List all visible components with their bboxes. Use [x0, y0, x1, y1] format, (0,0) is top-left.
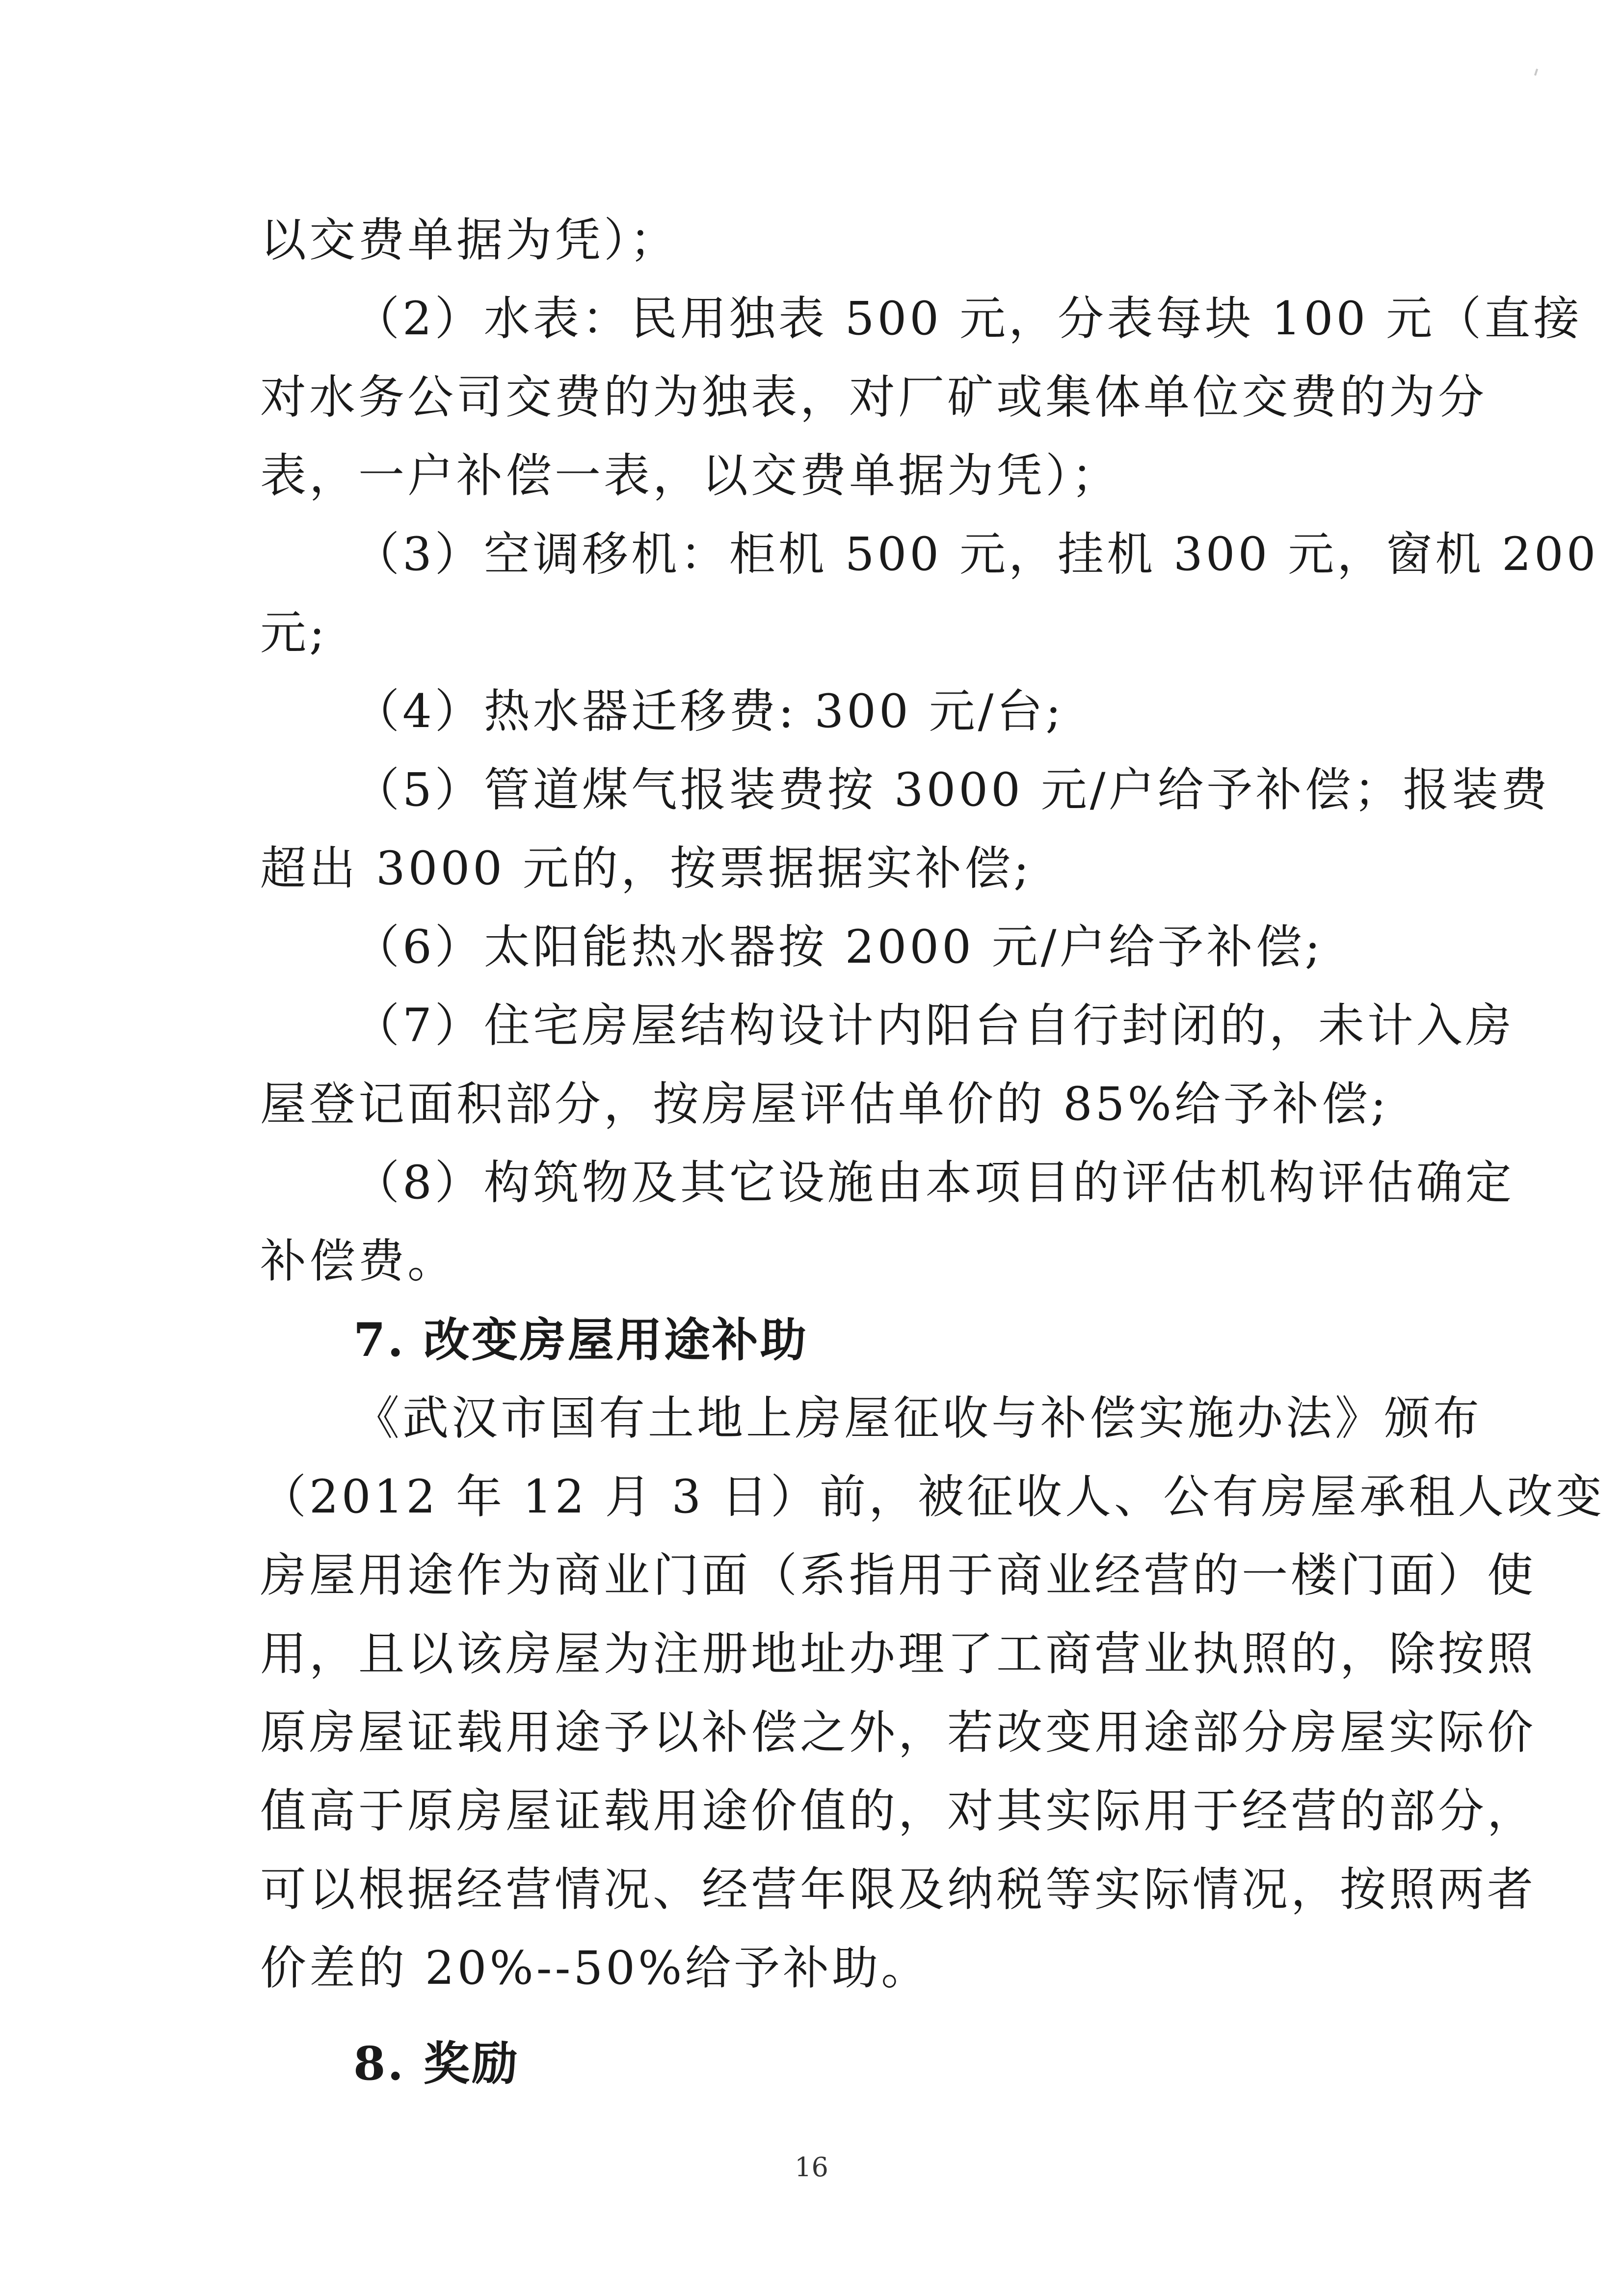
text-line: 以交费单据为凭）； [260, 214, 679, 267]
document-body [260, 201, 1605, 2103]
page-number: 16 [795, 2152, 828, 2183]
text-line: 屋登记面积部分，按房屋评估单价的 85%给予补偿; [260, 1078, 1389, 1131]
text-line: （8）构筑物及其它设施由本项目的评估机构评估确定 [353, 1156, 1515, 1210]
text-line: 表，一户补偿一表，以交费单据为凭）； [260, 449, 1121, 503]
text-line: 房屋用途作为商业门面（系指用于商业经营的一楼门面）使 [260, 1549, 1537, 1602]
text-line: 值高于原房屋证载用途价值的，对其实际用于经营的部分， [260, 1784, 1537, 1838]
scan-mark [1534, 69, 1538, 76]
text-line: （6）太阳能热水器按 2000 元/户给予补偿; [353, 920, 1324, 974]
text-line: 超出 3000 元的，按票据据实补偿; [260, 842, 1032, 895]
text-line: 补偿费。 [260, 1235, 457, 1288]
text-line: 原房屋证载用途予以补偿之外，若改变用途部分房屋实际价 [260, 1706, 1537, 1759]
text-line: （3）空调移机：柜机 500 元，挂机 300 元，窗机 200 [353, 528, 1599, 581]
section-heading: 7. 改变房屋用途补助 [353, 1313, 808, 1367]
text-line: 价差的 20%--50%给予补助。 [260, 1942, 931, 1995]
text-line: （5）管道煤气报装费按 3000 元/户给予补偿；报装费 [353, 763, 1550, 817]
text-line: 《武汉市国有土地上房屋征收与补偿实施办法》颁布 [353, 1392, 1483, 1445]
text-line: （2012 年 12 月 3 日）前，被征收人、公有房屋承租人改变 [260, 1470, 1605, 1524]
text-line: （7）住宅房屋结构设计内阳台自行封闭的，未计入房 [353, 999, 1515, 1053]
text-line: （2）水表：民用独表 500 元，分表每块 100 元（直接 [353, 292, 1583, 346]
section-heading: 8. 奖励 [353, 2037, 520, 2091]
text-line: 对水务公司交费的为独表，对厂矿或集体单位交费的为分 [260, 371, 1488, 424]
text-line: 用，且以该房屋为注册地址办理了工商营业执照的，除按照 [260, 1627, 1537, 1681]
text-line: 元; [260, 606, 328, 660]
text-line: （4）热水器迁移费: 300 元/台; [353, 685, 1064, 738]
text-line: 可以根据经营情况、经营年限及纳税等实际情况，按照两者 [260, 1863, 1537, 1917]
